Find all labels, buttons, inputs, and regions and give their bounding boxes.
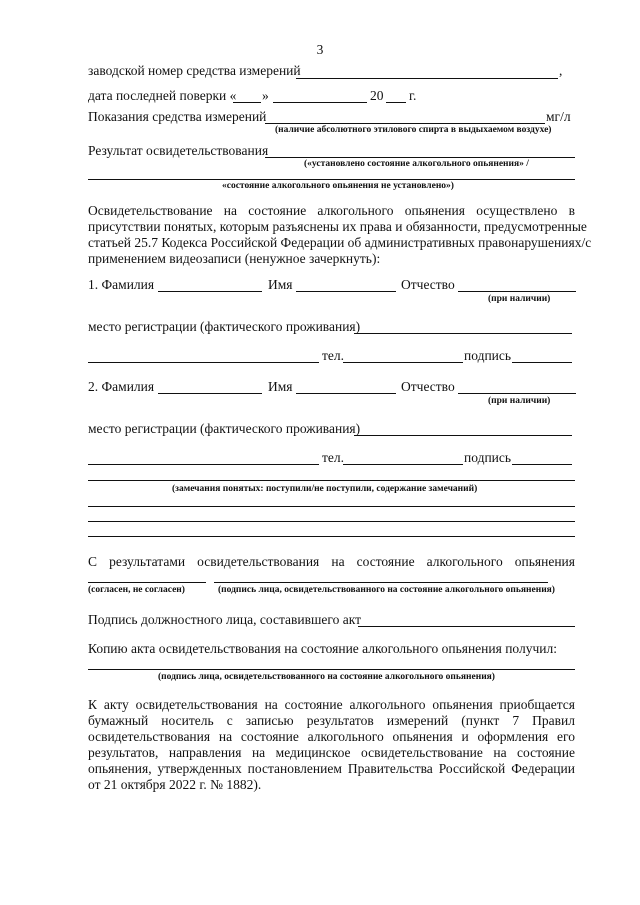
verification-quote: » bbox=[262, 88, 269, 103]
copy-signature-hint: (подпись лица, освидетельствованного на состояние алкогольного опьянения) bbox=[158, 672, 495, 682]
verification-year-suffix: г. bbox=[409, 88, 417, 103]
witnesses-intro-line: Освидетельствование на состояние алкогольного опьянения осуществлено в bbox=[88, 203, 575, 218]
copy-signature-line bbox=[88, 669, 575, 670]
acquainted-signature-line bbox=[214, 582, 548, 583]
witness2-surname-label: 2. Фамилия bbox=[88, 379, 155, 394]
agree-hint: (согласен, не согласен) bbox=[88, 585, 185, 595]
official-signature-label: Подпись должностного лица, составившего акт bbox=[88, 612, 361, 627]
readings-line bbox=[265, 123, 545, 124]
witness2-surname-line bbox=[158, 393, 262, 394]
witness1-name-line bbox=[296, 291, 396, 292]
witness1-if-any-hint: (при наличии) bbox=[488, 294, 551, 304]
witness1-registration-line bbox=[354, 333, 572, 334]
witness2-signature-line bbox=[512, 464, 572, 465]
attachment-paragraph bbox=[88, 697, 575, 793]
result-hint-established: («установлено состояние алкогольного опьянения» / bbox=[304, 159, 529, 169]
witness2-registration-label: место регистрации (фактического проживания) bbox=[88, 421, 361, 436]
page-number: 3 bbox=[316, 42, 324, 57]
witness1-signature-line bbox=[512, 362, 572, 363]
result-line bbox=[265, 157, 575, 158]
verification-year-line bbox=[386, 102, 406, 103]
agree-line bbox=[88, 582, 206, 583]
attachment-line: результатов, направления на медицинское освидетельствование на состояние bbox=[88, 745, 575, 760]
serial-number-label: заводской номер средства измерений bbox=[88, 63, 301, 78]
witness1-phone-line bbox=[343, 362, 463, 363]
witness1-patronymic-label: Отчество bbox=[401, 277, 455, 292]
witness2-name-label: Имя bbox=[268, 379, 293, 394]
verification-date-label: дата последней поверки « bbox=[88, 88, 237, 103]
attachment-line: освидетельствования на состояние алкогольного опьянения и оформления его bbox=[88, 729, 575, 744]
witnesses-intro-paragraph bbox=[88, 203, 592, 267]
witness2-signature-label: подпись bbox=[464, 450, 512, 465]
witness1-surname-label: 1. Фамилия bbox=[88, 277, 155, 292]
witnesses-intro-line: статьей 25.7 Кодекса Российской Федерации об административных правонарушениях/с bbox=[88, 235, 592, 250]
official-signature-line bbox=[358, 626, 575, 627]
witness2-address-line bbox=[88, 464, 319, 465]
witness2-if-any-hint: (при наличии) bbox=[488, 396, 551, 406]
remarks-line bbox=[88, 480, 575, 481]
witness2-registration-line bbox=[354, 435, 572, 436]
witness1-address-line bbox=[88, 362, 319, 363]
witness2-patronymic-label: Отчество bbox=[401, 379, 455, 394]
attachment-line: бумажный носитель с записью результатов измерений (пункт 7 Правил bbox=[88, 713, 575, 728]
witnesses-intro-line: присутствии понятых, которым разъяснены их права и обязанности, предусмотренные bbox=[88, 219, 587, 234]
result-hint-not-established: «состояние алкогольного опьянения не установлено») bbox=[222, 181, 454, 191]
result-line-2 bbox=[88, 179, 575, 180]
witness1-surname-line bbox=[158, 291, 262, 292]
witness1-signature-label: подпись bbox=[464, 348, 512, 363]
witness2-phone-label: тел. bbox=[322, 450, 345, 465]
witness2-name-line bbox=[296, 393, 396, 394]
witness1-patronymic-line bbox=[458, 291, 576, 292]
remarks-hint: (замечания понятых: поступили/не поступили, содержание замечаний) bbox=[172, 484, 478, 494]
attachment-line: опьянения, утвержденных постановлением Правительства Российской Федерации bbox=[88, 761, 575, 776]
attachment-line: К акту освидетельствования на состояние алкогольного опьянения приобщается bbox=[88, 697, 575, 712]
readings-hint: (наличие абсолютного этилового спирта в выдыхаемом воздухе) bbox=[275, 125, 552, 135]
verification-day-line bbox=[233, 102, 261, 103]
result-label: Результат освидетельствования bbox=[88, 143, 269, 158]
acquainted-text: С результатами освидетельствования на состояние алкогольного опьянения bbox=[88, 554, 575, 569]
remarks-line bbox=[88, 521, 575, 522]
readings-unit: мг/л bbox=[546, 109, 571, 124]
serial-number-comma: , bbox=[559, 63, 563, 78]
acquainted-signature-hint: (подпись лица, освидетельствованного на состояние алкогольного опьянения) bbox=[218, 585, 555, 595]
serial-number-line bbox=[296, 78, 558, 79]
verification-year-prefix: 20 bbox=[370, 88, 384, 103]
copy-received-label: Копию акта освидетельствования на состояние алкогольного опьянения получил: bbox=[88, 641, 557, 656]
remarks-line bbox=[88, 536, 575, 537]
remarks-line bbox=[88, 506, 575, 507]
attachment-line: от 21 октября 2022 г. № 1882). bbox=[88, 777, 262, 792]
witness2-patronymic-line bbox=[458, 393, 576, 394]
witness1-registration-label: место регистрации (фактического проживания) bbox=[88, 319, 361, 334]
witness2-phone-line bbox=[343, 464, 463, 465]
witness1-name-label: Имя bbox=[268, 277, 293, 292]
verification-month-line bbox=[273, 102, 367, 103]
readings-label: Показания средства измерений bbox=[88, 109, 267, 124]
witnesses-intro-line: применением видеозаписи (ненужное зачеркнуть): bbox=[88, 251, 381, 266]
witness1-phone-label: тел. bbox=[322, 348, 345, 363]
